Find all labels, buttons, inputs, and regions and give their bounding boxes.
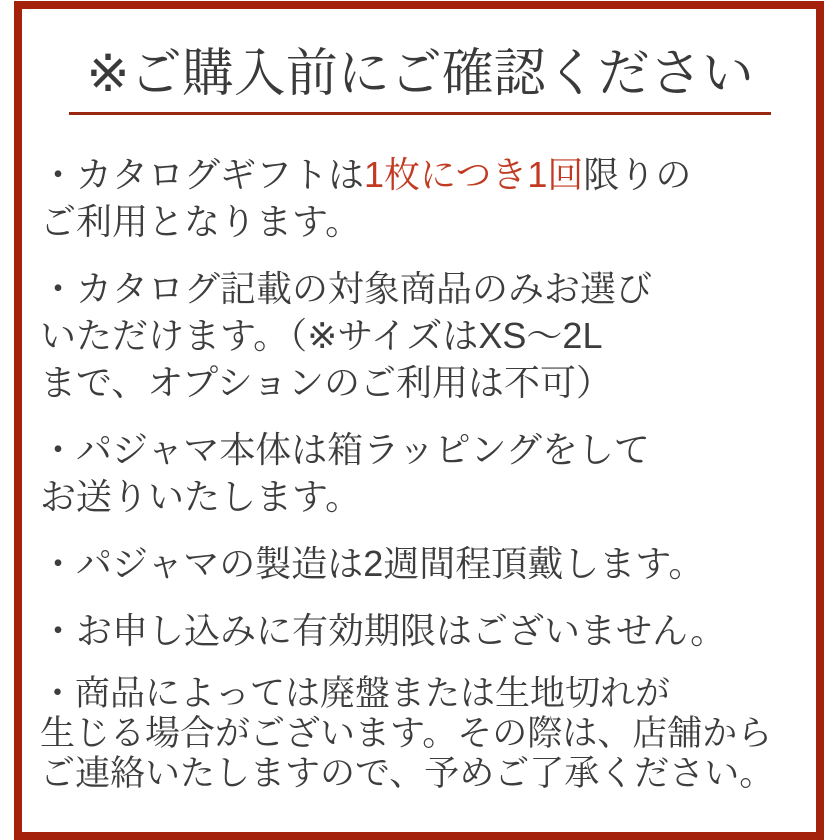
page-title: ※ご購入前にご確認ください [86,45,754,103]
notice-line [40,714,822,754]
notice-text: ・商品によっては廃盤または生地切れが [40,674,671,713]
notice-text: ・お申し込みに有効期限はございません。 [40,610,727,651]
notice-line [40,151,822,198]
notice-line [40,754,822,794]
notice-line [40,473,822,520]
accent-text: 1枚につき1回 [364,154,584,195]
notice-text: ・パジャマの製造は2週間程頂戴します。 [40,543,705,584]
notice-text: いただけます。（※サイズはXS〜2L [40,315,603,356]
notice-text: お送りいたします。 [40,476,362,517]
notice-line [40,265,822,312]
notice-line [40,359,822,406]
notice-text: 限りの [583,154,692,195]
notice-text: 生じる場合がございます。その際は、店舗から [40,714,773,753]
notice-line [40,607,822,654]
notice-line [40,540,822,587]
notice-item [40,265,822,406]
notice-line [40,198,822,245]
title-underline [69,112,771,115]
notice-list [40,151,822,814]
notice-text: まで、オプションのご利用は不可） [40,362,613,403]
notice-item [40,607,822,654]
notice-item [40,426,822,520]
notice-item [40,151,822,245]
notice-text: ご利用となります。 [40,201,362,242]
notice-text: ご連絡いたしますので、予めご了承ください。 [40,754,775,793]
notice-text: ・カタログギフトは [40,154,365,195]
notice-line [40,426,822,473]
notice-text: ・カタログ記載の対象商品のみお選び [40,268,653,309]
notice-line [40,312,822,359]
notice-item [40,540,822,587]
notice-item [40,674,822,794]
notice-text: ・パジャマ本体は箱ラッピングをして [40,429,650,470]
notice-line [40,674,822,714]
